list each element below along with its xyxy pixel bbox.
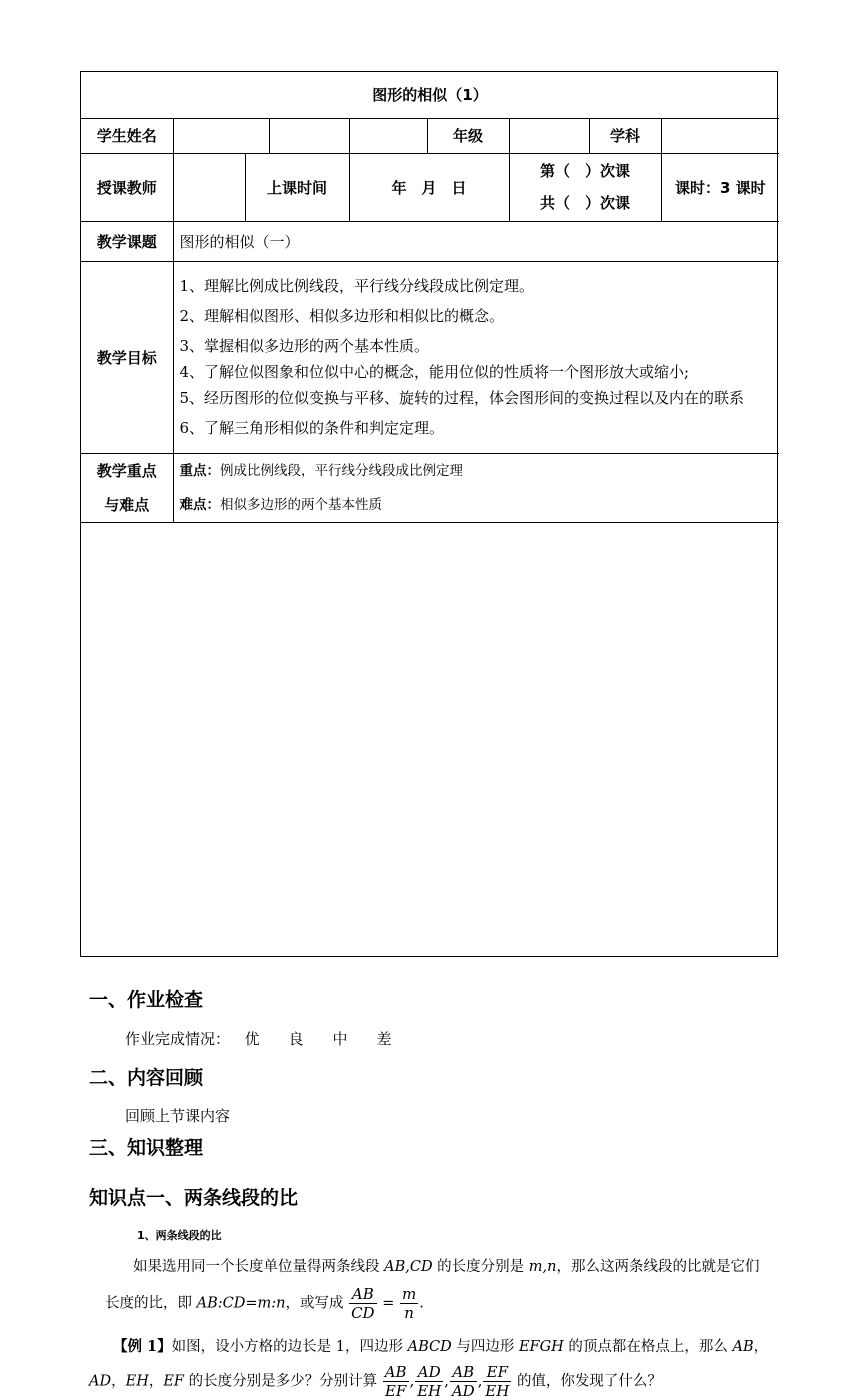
blank-cell[interactable]	[349, 118, 427, 153]
rating-option[interactable]: 良	[288, 1029, 304, 1048]
difficulty-label: 难点：	[179, 496, 220, 513]
section-homework-title: 一、作业检查	[89, 988, 204, 1011]
session-total: 共（ ）次课	[539, 194, 630, 212]
fraction: $\frac{AB}{EF}$	[384, 1362, 407, 1400]
key-point: 例成比例线段，平行线分线段成比例定理	[220, 462, 463, 479]
knowledge-point-title: 知识点一、两条线段的比	[89, 1186, 299, 1209]
goal-item: 6、了解三角形相似的条件和判定定理。	[179, 419, 445, 437]
difficulty: 相似多边形的两个基本性质	[220, 496, 382, 513]
subject-cell[interactable]	[661, 118, 779, 153]
key-label-2: 与难点	[104, 495, 150, 514]
grade-label: 年级	[427, 118, 509, 153]
rating-option[interactable]: 中	[332, 1029, 348, 1048]
subsection-title: 1、两条线段的比	[137, 1228, 222, 1242]
blank-cell[interactable]	[269, 118, 349, 153]
topic-label: 教学课题	[81, 221, 173, 261]
subject-label: 学科	[589, 118, 661, 153]
rating-option[interactable]: 差	[376, 1029, 392, 1048]
homework-line	[125, 1028, 406, 1049]
example-label: 【例 1】	[113, 1337, 172, 1355]
fraction: $\frac{AD}{EH}$	[417, 1362, 442, 1400]
key-points	[173, 453, 779, 522]
fraction: $\frac{AB}{CD}$	[351, 1284, 375, 1322]
grade-cell[interactable]	[509, 118, 589, 153]
key-label-1: 教学重点	[96, 461, 157, 480]
definition-line-2: 长度的比，即 AB:CD=m:n，或写成 $\frac{AB}{CD}$ = $\frac{m}{n}$ .	[105, 1284, 424, 1322]
info-table	[81, 72, 779, 523]
example-line-1: 【例 1】如图，设小方格的边长是 1，四边形 ABCD 与四边形 EFGH 的顶点都在格点上，那么 AB，	[113, 1337, 769, 1355]
teacher-label: 授课教师	[81, 153, 173, 221]
fraction: $\frac{EF}{EH}$	[485, 1362, 510, 1400]
example-line-2: AD，EH，EF 的长度分别是多少？分别计算 $\frac{AB}{EF}$ , $\frac{AD}{EH}$ , $\frac{AB}{AD}$ , $\frac{EF}{EH}$ 的值，你发现了什么？	[89, 1362, 662, 1400]
section-review-title: 二、内容回顾	[89, 1066, 204, 1089]
student-name-cell[interactable]	[173, 118, 269, 153]
key-label	[81, 453, 173, 522]
page-title: 图形的相似（1）	[81, 72, 779, 118]
goals-list	[173, 261, 779, 453]
key-point-label: 重点：	[179, 462, 220, 479]
teacher-cell[interactable]	[173, 153, 245, 221]
topic-value: 图形的相似（一）	[173, 221, 779, 261]
goal-item: 1、理解比例成比例线段，平行线分线段成比例定理。	[179, 277, 535, 295]
time-label: 上课时间	[245, 153, 349, 221]
goal-item: 5、经历图形的位似变换与平移、旋转的过程，体会图形间的变换过程以及内在的联系	[179, 389, 745, 407]
homework-text: 作业完成情况：	[125, 1029, 231, 1048]
goal-item: 2、理解相似图形、相似多边形和相似比的概念。	[179, 307, 505, 325]
rating-option[interactable]: 优	[244, 1029, 260, 1048]
lesson-sheet	[80, 71, 778, 1400]
fraction: $\frac{AB}{AD}$	[451, 1362, 475, 1400]
section-knowledge-title: 三、知识整理	[89, 1136, 204, 1159]
session-nth: 第（ ）次课	[539, 162, 630, 180]
goal-item: 4、了解位似图象和位似中心的概念，能用位似的性质将一个图形放大或缩小;	[179, 363, 690, 381]
review-text: 回顾上节课内容	[125, 1106, 231, 1125]
fraction: $\frac{m}{n}$	[401, 1284, 417, 1322]
goal-item: 3、掌握相似多边形的两个基本性质。	[179, 337, 430, 355]
hours-cell: 课时：3 课时	[661, 153, 779, 221]
goals-label: 教学目标	[81, 261, 173, 453]
session-cell[interactable]	[509, 153, 661, 221]
date-cell[interactable]: 年 月 日	[349, 153, 509, 221]
definition-line-1: 如果选用同一个长度单位量得两条线段 AB,CD 的长度分别是 m,n，那么这两条线段的比就是它们	[133, 1258, 760, 1275]
student-name-label: 学生姓名	[81, 118, 173, 153]
